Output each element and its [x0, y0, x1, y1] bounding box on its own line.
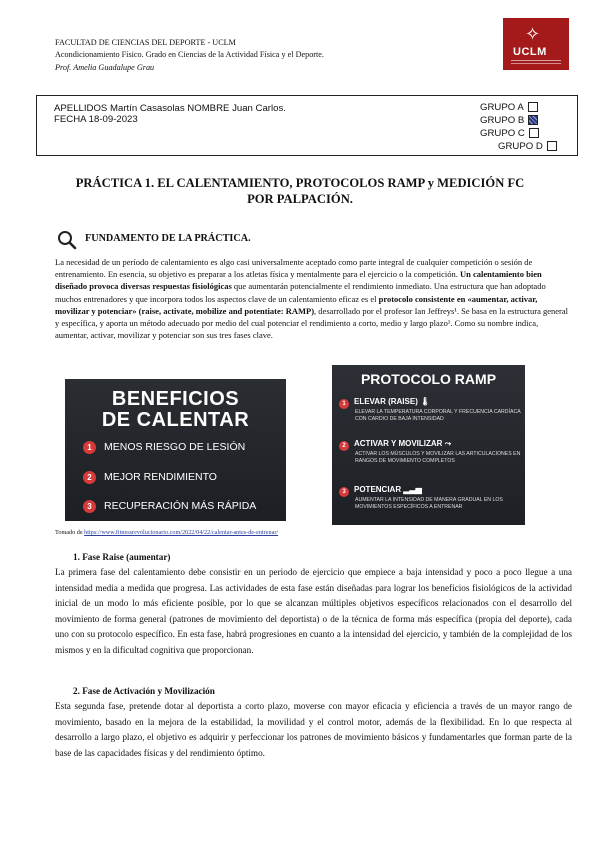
benefit-item: 2 MEJOR RENDIMIENTO — [83, 471, 217, 484]
ramp-item: 3 POTENCIAR ▂▃▅ AUMENTAR LA INTENSIDAD DE MANERA GRADUAL EN LOS MOVIMIENTOS ESPECÍFICOS A ENTRENAR — [339, 485, 521, 510]
phase1-heading: 1. Fase Raise (aumentar) — [73, 552, 171, 562]
phase2-heading: 2. Fase de Activación y Movilización — [73, 686, 215, 696]
professor-name: Prof. Amelia Guadalupe Grau — [55, 62, 155, 72]
document-header — [55, 37, 324, 74]
stretch-icon: ⤳ — [444, 439, 452, 448]
course-name: Acondicionamiento Físico. Grado en Ciencias de la Actividad Física y el Deporte. — [55, 50, 324, 60]
group-c-checkbox[interactable] — [529, 128, 539, 138]
group-d-checkbox[interactable] — [547, 141, 557, 151]
thermometer-icon: 🌡 — [420, 397, 431, 406]
section-heading: FUNDAMENTO DE LA PRÁCTICA. — [85, 233, 251, 244]
page-title: PRÁCTICA 1. EL CALENTAMIENTO, PROTOCOLOS RAMP y MEDICIÓN FC POR PALPACIÓN. — [75, 176, 525, 206]
student-info-box — [36, 95, 578, 156]
uclm-logo — [503, 18, 569, 70]
benefit-item: 3 RECUPERACIÓN MÁS RÁPIDA — [83, 500, 256, 513]
intro-paragraph: La necesidad de un período de calentamiento es algo casi universalmente aceptado como parte integral de cualquier competición o sesión de entrenamiento. En esencia, su objetivo es preparar a los atletas física y mentalmente para el ejercicio o la competición. Un calentamiento bien diseñado provoca diversas respuestas fisiológicas que aumentarán potencialmente el rendimiento inmediato. Una estructura que han adoptado muchos entrenadores y que incorpora todos los aspectos clave de un calentamiento eficaz es el protocolo consistente en «aumentar, activar, movilizar y potenciar» (raise, activate, mobilize and potentiate: RAMP), desarrollado por el profesor Ian Jeffreys¹. Se basa en la estructura general y específica, y aporta un método adecuado por medio del cual potenciar el rendimiento a corto, medio y largo plazo¹. Como su nombre indica, aumentar, activar, movilizar y potenciar son sus tres fases clave. — [55, 257, 569, 341]
student-date: FECHA 18-09-2023 — [54, 114, 138, 125]
ramp-item: 2 ACTIVAR Y MOVILIZAR ⤳ ACTIVAR LOS MÚSCULOS Y MOVILIZAR LAS ARTICULACIONES EN RANGOS DE MOVIMIENTO COMPLETOS — [339, 439, 521, 464]
group-a: GRUPO A — [480, 102, 538, 113]
logo-text: UCLM — [513, 46, 547, 58]
benefits-title: BENEFICIOS DE CALENTAR — [101, 388, 250, 431]
group-b-checkbox[interactable] — [528, 115, 538, 125]
magnifier-icon — [57, 230, 77, 250]
signal-bars-icon: ▂▃▅ — [403, 485, 422, 494]
group-d: GRUPO D — [498, 141, 557, 152]
ramp-item: 1 ELEVAR (RAISE) 🌡 ELEVAR LA TEMPERATURA CORPORAL Y FRECUENCIA CARDÍACA CON CARDIO DE BAJA INTENSIDAD — [339, 397, 521, 422]
phase1-paragraph: La primera fase del calentamiento debe consistir en un periodo de ejercicio que empiece a baja intensidad y poco a poco llegue a una intensidad media a medida que progresa. Las actividades de esta fase están diseñadas para lograr los beneficios fisiológicos de la actividad inicial de un modo lo más eficiente posible, por lo que se alcanzan múltiples objetivos específicos relacionados con el desarrollo del movimiento de forma general (patrones de movimiento del deportista) o de la técnica de forma más específica (propia del deporte), cada uno con su protocolo específico. En esta fase, habrá progresiones en cuanto a la intensidad del ejercicio, y también de la complejidad de los mismos y en la dificultad cognitiva que proporcionan. — [55, 567, 572, 655]
student-name: APELLIDOS Martín Casasolas NOMBRE Juan Carlos. — [54, 103, 286, 114]
group-b: GRUPO B — [480, 115, 538, 126]
logo-lines — [511, 60, 561, 61]
benefit-item: 1 MENOS RIESGO DE LESIÓN — [83, 441, 245, 454]
benefits-image — [65, 379, 286, 521]
ramp-protocol-image — [332, 365, 525, 525]
phase2-paragraph: Esta segunda fase, pretende dotar al deportista a corto plazo, moverse con mayor eficacia y eficiencia a través de un mayor rango de movimiento, basado en la mejora de la estabilidad, la movilidad y el control motor, además de la flexibilidad. En lo que respecta al desarrollo a largo plazo, el objetivo es adquirir y perfeccionar los patrones de movimiento básicos y fundamentarles que forman parte de la base de las capacidades físicas y del rendimiento óptimo. — [55, 701, 572, 758]
group-c: GRUPO C — [480, 128, 539, 139]
ramp-title: PROTOCOLO RAMP — [360, 371, 497, 387]
image-source: Tomado de https://www.fitnessrevolucionario.com/2022/04/22/calentar-antes-de-entrenar/ — [55, 529, 279, 536]
source-link[interactable]: https://www.fitnessrevolucionario.com/2022/04/22/calentar-antes-de-entrenar/ — [84, 529, 279, 536]
logo-figure-icon: ✧ — [525, 24, 541, 44]
faculty-name: FACULTAD DE CIENCIAS DEL DEPORTE - UCLM — [55, 38, 236, 47]
group-a-checkbox[interactable] — [528, 102, 538, 112]
